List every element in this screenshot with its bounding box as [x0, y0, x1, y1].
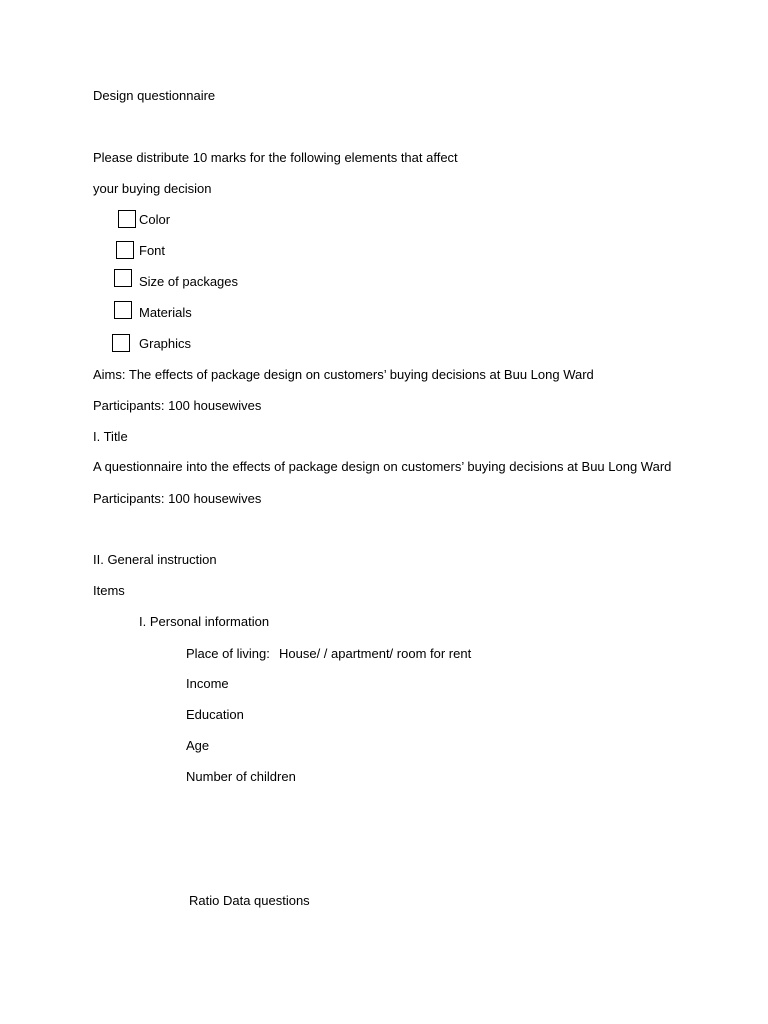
place-of-living-options: House/ / apartment/ room for rent: [279, 646, 472, 661]
graphics-label: Graphics: [139, 336, 192, 351]
size-of-packages-checkbox[interactable]: [114, 269, 132, 287]
materials-label: Materials: [139, 305, 192, 320]
instruction-line-1: Please distribute 10 marks for the following elements that affect: [93, 150, 458, 165]
font-checkbox[interactable]: [116, 241, 134, 259]
section-title-heading: I. Title: [93, 429, 128, 444]
font-label: Font: [139, 243, 166, 258]
education-label: Education: [186, 707, 244, 722]
graphics-checkbox[interactable]: [112, 334, 130, 352]
number-of-children-label: Number of children: [186, 769, 296, 784]
items-label: Items: [93, 583, 125, 598]
color-checkbox[interactable]: [118, 210, 136, 228]
document-title: Design questionnaire: [93, 88, 216, 103]
questionnaire-description: A questionnaire into the effects of package design on customers’ buying decisions at Buu Long Ward: [93, 459, 672, 474]
place-of-living-label: Place of living:: [186, 646, 270, 661]
section-participants-text: Participants: 100 housewives: [93, 491, 262, 506]
personal-information-heading: I. Personal information: [139, 614, 270, 629]
instruction-line-2: your buying decision: [93, 181, 212, 196]
size-of-packages-label: Size of packages: [139, 274, 239, 289]
color-label: Color: [139, 212, 171, 227]
aims-text: Aims: The effects of package design on customers’ buying decisions at Buu Long Ward: [93, 367, 594, 382]
general-instruction-heading: II. General instruction: [93, 552, 217, 567]
income-label: Income: [186, 676, 229, 691]
age-label: Age: [186, 738, 210, 753]
materials-checkbox[interactable]: [114, 301, 132, 319]
ratio-data-questions-heading: Ratio Data questions: [189, 893, 310, 908]
participants-text: Participants: 100 housewives: [93, 398, 262, 413]
